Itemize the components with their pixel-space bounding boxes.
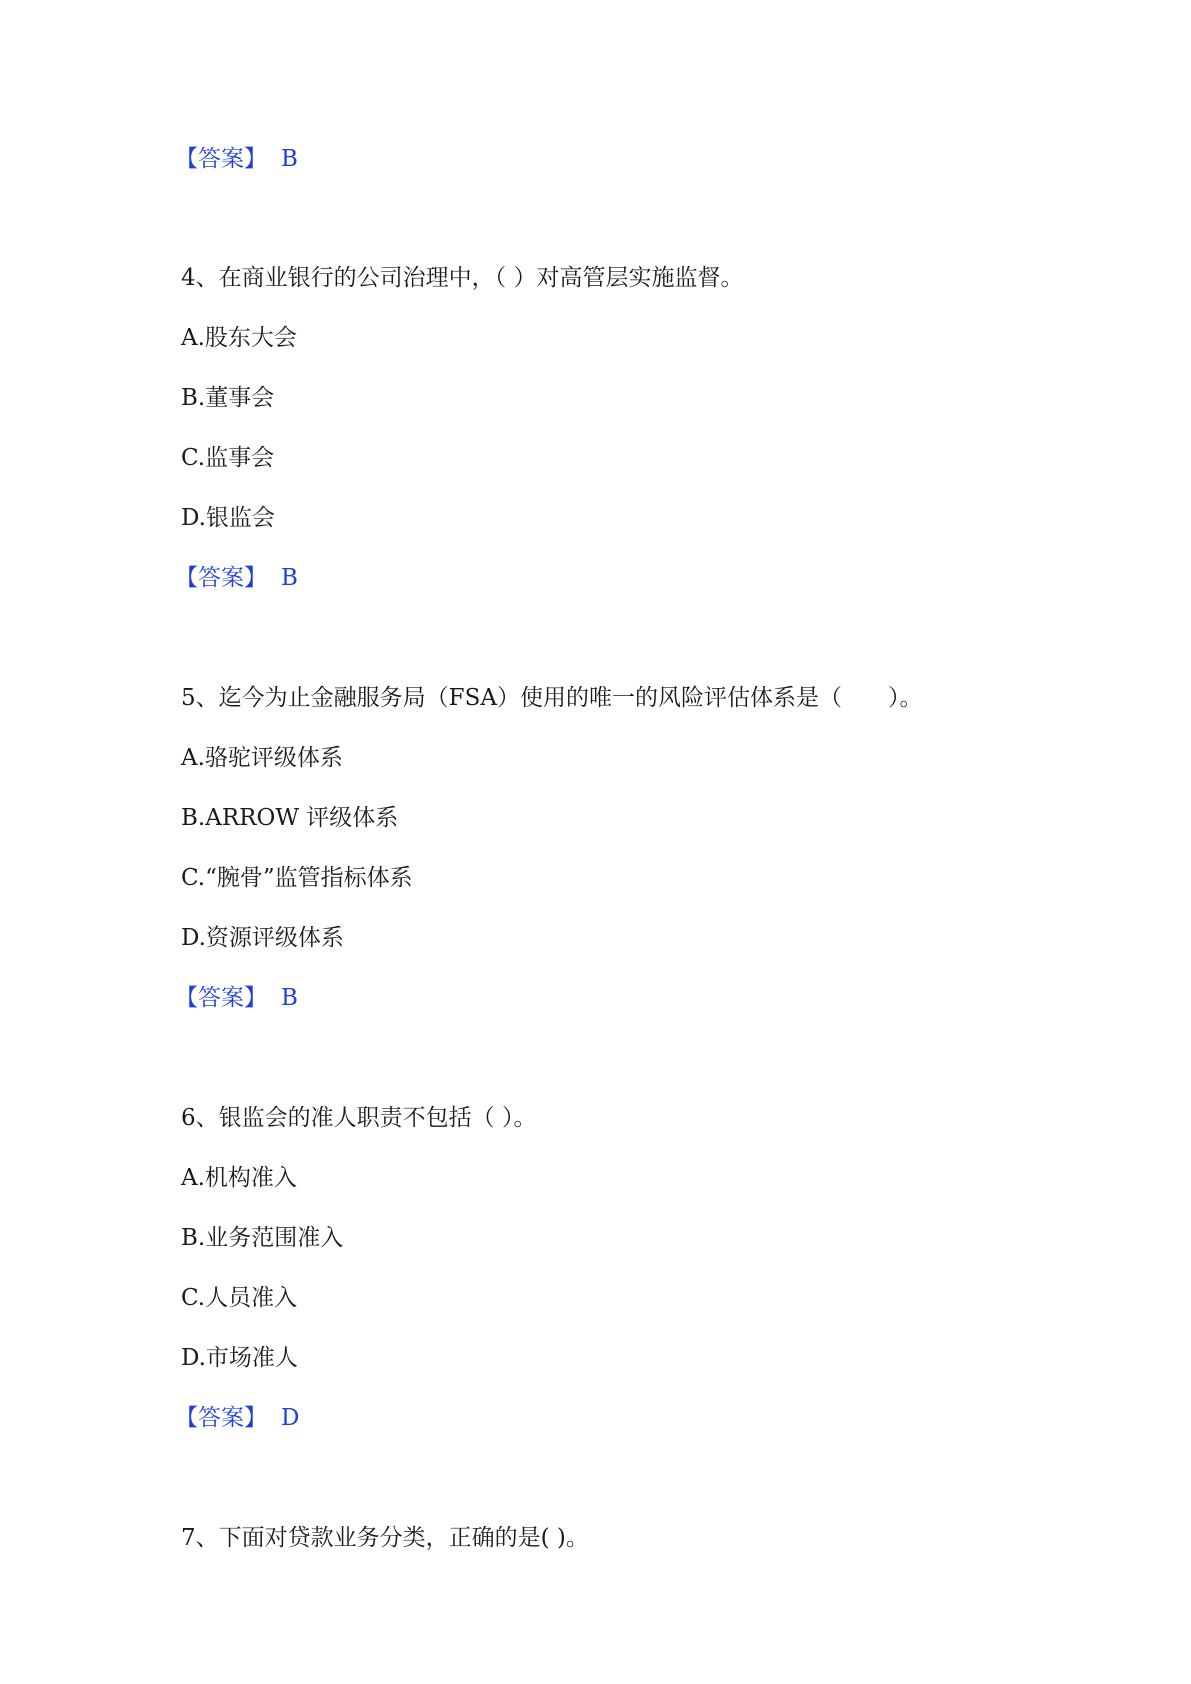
question-4-option-c: C.监事会: [181, 445, 275, 471]
question-6-option-d: D.市场准人: [181, 1345, 298, 1371]
question-4-option-b: B.董事会: [181, 385, 275, 411]
answer-value: B: [281, 146, 298, 172]
answer-value: B: [281, 985, 298, 1011]
question-6-option-b: B.业务范围准入: [181, 1225, 344, 1251]
answer-prefix: 【答案】: [175, 565, 267, 591]
question-4-answer: [175, 563, 298, 593]
question-4-option-a: A.股东大会: [181, 325, 297, 351]
answer-value: B: [281, 565, 298, 591]
question-5-option-d: D.资源评级体系: [181, 925, 344, 951]
question-7-text: 7、下面对贷款业务分类，正确的是( )。: [181, 1525, 589, 1551]
answer-line: [175, 144, 298, 174]
question-4-option-d: D.银监会: [181, 505, 275, 531]
question-5-option-b: B.ARROW 评级体系: [181, 805, 399, 831]
question-5-answer: [175, 983, 298, 1013]
question-6-answer: [175, 1403, 299, 1433]
question-5-option-c: C.“腕骨”监管指标体系: [181, 865, 413, 891]
answer-prefix: 【答案】: [175, 146, 267, 172]
question-6-option-c: C.人员准入: [181, 1285, 298, 1311]
question-5-option-a: A.骆驼评级体系: [181, 745, 343, 771]
answer-value: D: [281, 1405, 300, 1431]
answer-prefix: 【答案】: [175, 1405, 267, 1431]
question-6-option-a: A.机构准入: [181, 1165, 297, 1191]
question-5-text: 5、迄今为止金融服务局（FSA）使用的唯一的风险评估体系是（ ）。: [181, 685, 923, 711]
question-6-text: 6、银监会的准人职责不包括（ ）。: [181, 1105, 537, 1131]
question-4-text: 4、在商业银行的公司治理中，（ ）对高管层实施监督。: [181, 265, 744, 291]
answer-prefix: 【答案】: [175, 985, 267, 1011]
